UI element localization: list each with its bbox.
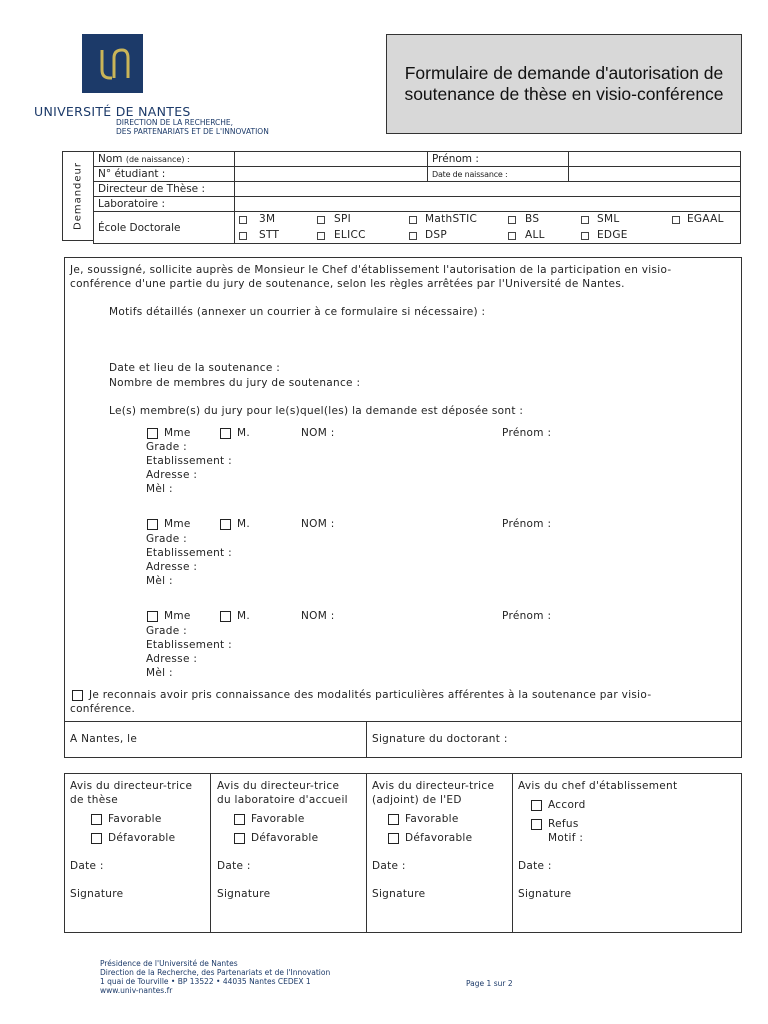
- date-naissance-field[interactable]: [569, 167, 741, 182]
- accord-checkbox[interactable]: [531, 800, 542, 811]
- adresse-label: Adresse :: [146, 653, 198, 665]
- signature-label: Signature: [70, 888, 124, 900]
- avis-divider-3: [512, 773, 513, 933]
- prenom-label: Prénom :: [502, 518, 552, 530]
- prenom-field[interactable]: [569, 152, 741, 167]
- signature-doctorant-label: Signature du doctorant :: [372, 733, 508, 745]
- favorable-checkbox-3[interactable]: [388, 814, 399, 825]
- demandeur-label: Demandeur: [62, 151, 94, 241]
- refus-checkbox[interactable]: [531, 819, 542, 830]
- signature-label: Signature: [518, 888, 572, 900]
- date-label: Date :: [372, 860, 406, 872]
- m-label: M.: [237, 610, 250, 622]
- mme-label: Mme: [164, 610, 191, 622]
- adresse-label: Adresse :: [146, 561, 198, 573]
- m-label: M.: [237, 427, 250, 439]
- accord-label: Accord: [548, 799, 586, 811]
- mme-checkbox-2[interactable]: [147, 519, 158, 530]
- signature-label: Signature: [372, 888, 426, 900]
- etablissement-label: Etablissement :: [146, 639, 232, 651]
- prenom-label: Prénom :: [502, 610, 552, 622]
- university-name: UNIVERSITÉ DE NANTES: [34, 104, 191, 119]
- defavorable-checkbox-1[interactable]: [91, 833, 102, 844]
- mel-label: Mèl :: [146, 575, 173, 587]
- request-footer-divider: [366, 721, 367, 758]
- adresse-label: Adresse :: [146, 469, 198, 481]
- avis-heading: du laboratoire d'accueil: [217, 794, 348, 806]
- laboratoire-field[interactable]: [235, 197, 741, 212]
- footer-website-link[interactable]: www.univ-nantes.fr: [100, 986, 173, 995]
- a-nantes-label: A Nantes, le: [70, 733, 138, 745]
- nombre-membres-label: Nombre de membres du jury de soutenance :: [109, 377, 361, 389]
- reconnais-text-2: conférence.: [70, 703, 136, 715]
- demandeur-table: [93, 151, 741, 244]
- nom-field[interactable]: [235, 152, 428, 167]
- mme-label: Mme: [164, 427, 191, 439]
- etudiant-label: N° étudiant :: [94, 167, 235, 182]
- m-checkbox-1[interactable]: [220, 428, 231, 439]
- nom-label: NOM :: [301, 427, 335, 439]
- favorable-checkbox-2[interactable]: [234, 814, 245, 825]
- avis-heading: de thèse: [70, 794, 119, 806]
- favorable-label: Favorable: [405, 813, 459, 825]
- refus-label: Refus: [548, 818, 579, 830]
- nom-label: Nom (de naissance) :: [94, 152, 235, 167]
- prenom-label: Prénom :: [428, 152, 569, 167]
- defavorable-checkbox-3[interactable]: [388, 833, 399, 844]
- direction-name: DIRECTION DE LA RECHERCHE, DES PARTENARIATS ET DE L'INNOVATION: [116, 118, 269, 136]
- m-checkbox-3[interactable]: [220, 611, 231, 622]
- defavorable-label: Défavorable: [405, 832, 473, 844]
- grade-label: Grade :: [146, 441, 187, 453]
- avis-heading: Avis du chef d'établissement: [518, 780, 678, 792]
- m-checkbox-2[interactable]: [220, 519, 231, 530]
- prenom-label: Prénom :: [502, 427, 552, 439]
- footer-address: Présidence de l'Université de Nantes Direction de la Recherche, des Partenariats et de l'Innovation 1 quai de Tourville • BP 13522 • 44035 Nantes CEDEX 1 www.univ-nantes.fr: [100, 959, 331, 995]
- favorable-label: Favorable: [108, 813, 162, 825]
- mme-checkbox-3[interactable]: [147, 611, 158, 622]
- date-label: Date :: [518, 860, 552, 872]
- date-label: Date :: [70, 860, 104, 872]
- directeur-label: Directeur de Thèse :: [94, 182, 235, 197]
- etablissement-label: Etablissement :: [146, 547, 232, 559]
- motif-label: Motif :: [548, 832, 584, 844]
- motifs-label: Motifs détaillés (annexer un courrier à ce formulaire si nécessaire) :: [109, 306, 486, 318]
- nom-label: NOM :: [301, 610, 335, 622]
- favorable-checkbox-1[interactable]: [91, 814, 102, 825]
- date-naissance-label: Date de naissance :: [428, 167, 569, 182]
- avis-divider-1: [210, 773, 211, 933]
- intro-text-2: conférence d'une partie du jury de soutenance, selon les règles arrêtées par l'Université de Nantes.: [70, 278, 625, 290]
- membres-label: Le(s) membre(s) du jury pour le(s)quel(les) la demande est déposée sont :: [109, 405, 524, 417]
- defavorable-label: Défavorable: [251, 832, 319, 844]
- date-lieu-label: Date et lieu de la soutenance :: [109, 362, 281, 374]
- mme-label: Mme: [164, 518, 191, 530]
- university-logo: [82, 34, 143, 93]
- avis-heading: Avis du directeur-trice: [217, 780, 340, 792]
- ecole-options: 3M SPI MathSTIC BS SML EGAAL STT ELICC DSP ALL EDGE: [235, 212, 741, 244]
- mme-checkbox-1[interactable]: [147, 428, 158, 439]
- reconnais-text-1: Je reconnais avoir pris connaissance des modalités particulières afférentes à la soutenance par visio-: [89, 689, 652, 701]
- defavorable-label: Défavorable: [108, 832, 176, 844]
- ecole-label: École Doctorale: [94, 212, 235, 244]
- laboratoire-label: Laboratoire :: [94, 197, 235, 212]
- nom-label: NOM :: [301, 518, 335, 530]
- m-label: M.: [237, 518, 250, 530]
- defavorable-checkbox-2[interactable]: [234, 833, 245, 844]
- avis-heading: Avis du directeur-trice: [70, 780, 193, 792]
- grade-label: Grade :: [146, 533, 187, 545]
- date-label: Date :: [217, 860, 251, 872]
- mel-label: Mèl :: [146, 483, 173, 495]
- page-number: Page 1 sur 2: [466, 979, 513, 988]
- etudiant-field[interactable]: [235, 167, 428, 182]
- etablissement-label: Etablissement :: [146, 455, 232, 467]
- signature-label: Signature: [217, 888, 271, 900]
- reconnais-checkbox[interactable]: [72, 690, 83, 701]
- logo-mark-icon: [82, 34, 143, 93]
- avis-heading: (adjoint) de l'ED: [372, 794, 462, 806]
- avis-heading: Avis du directeur-trice: [372, 780, 495, 792]
- request-box: [64, 257, 742, 758]
- form-title: Formulaire de demande d'autorisation de soutenance de thèse en visio-conférence: [386, 34, 742, 134]
- directeur-field[interactable]: [235, 182, 741, 197]
- favorable-label: Favorable: [251, 813, 305, 825]
- intro-text-1: Je, soussigné, sollicite auprès de Monsieur le Chef d'établissement l'autorisation de la participation en visio-: [70, 264, 672, 276]
- grade-label: Grade :: [146, 625, 187, 637]
- avis-divider-2: [366, 773, 367, 933]
- mel-label: Mèl :: [146, 667, 173, 679]
